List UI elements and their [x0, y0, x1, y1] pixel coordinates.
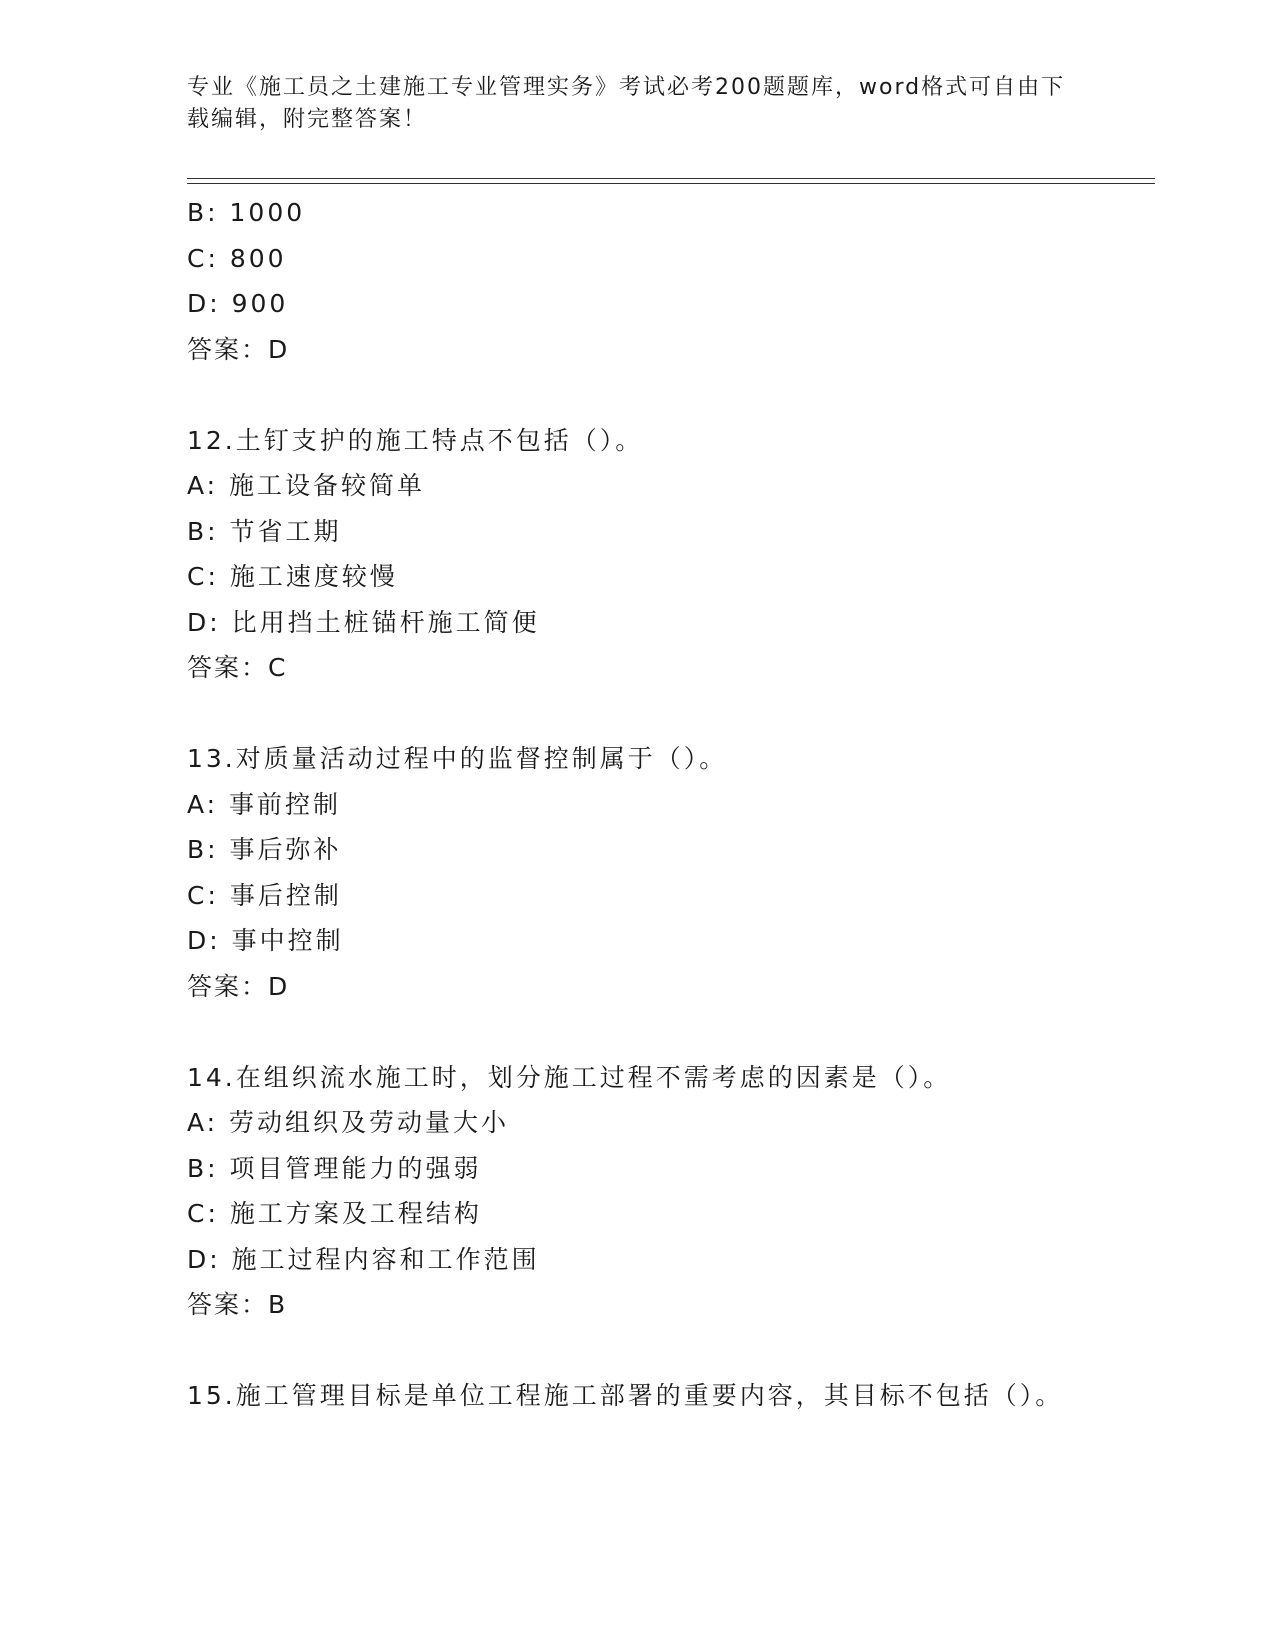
option-c: C: 施工方案及工程结构 [187, 1199, 482, 1228]
header-rule-bottom [187, 183, 1155, 184]
option-d: D: 比用挡土桩锚杆施工简便 [187, 607, 540, 637]
answer-line: 答案：D [187, 971, 290, 1001]
answer-line: 答案：C [187, 653, 288, 682]
option-a: A: 施工设备较简单 [187, 471, 426, 500]
document-header: 专业《施工员之土建施工专业管理实务》考试必考200题题库，word格式可自由下载编辑，附完整答案！ [187, 75, 1066, 132]
option-c: C: 800 [187, 243, 287, 273]
option-d: D: 900 [187, 289, 289, 318]
option-a: A: 事前控制 [187, 789, 342, 819]
option-b: B: 1000 [187, 198, 306, 227]
option-a: A: 劳动组织及劳动量大小 [187, 1108, 510, 1137]
option-b: B: 事后弥补 [187, 835, 342, 864]
option-b: B: 节省工期 [187, 516, 342, 546]
spacer [187, 691, 1147, 737]
question-stem: 12.土钉支护的施工特点不包括（）。 [187, 425, 644, 455]
spacer [187, 1328, 1147, 1374]
question-stem: 14.在组织流水施工时，划分施工过程不需考虑的因素是（）。 [187, 1062, 952, 1092]
option-d: D: 事中控制 [187, 926, 344, 955]
header-rule-top [187, 178, 1155, 179]
option-c: C: 施工速度较慢 [187, 562, 398, 591]
question-stem: 13.对质量活动过程中的监督控制属于（）。 [187, 744, 728, 773]
spacer [187, 372, 1147, 418]
spacer [187, 1009, 1147, 1055]
question-stem: 15.施工管理目标是单位工程施工部署的重要内容，其目标不包括（）。 [187, 1381, 1064, 1410]
option-b: B: 项目管理能力的强弱 [187, 1153, 482, 1183]
option-d: D: 施工过程内容和工作范围 [187, 1244, 540, 1274]
question-list [187, 190, 1147, 1419]
option-c: C: 事后控制 [187, 880, 342, 910]
answer-line: 答案：D [187, 334, 290, 364]
answer-line: 答案：B [187, 1290, 288, 1319]
